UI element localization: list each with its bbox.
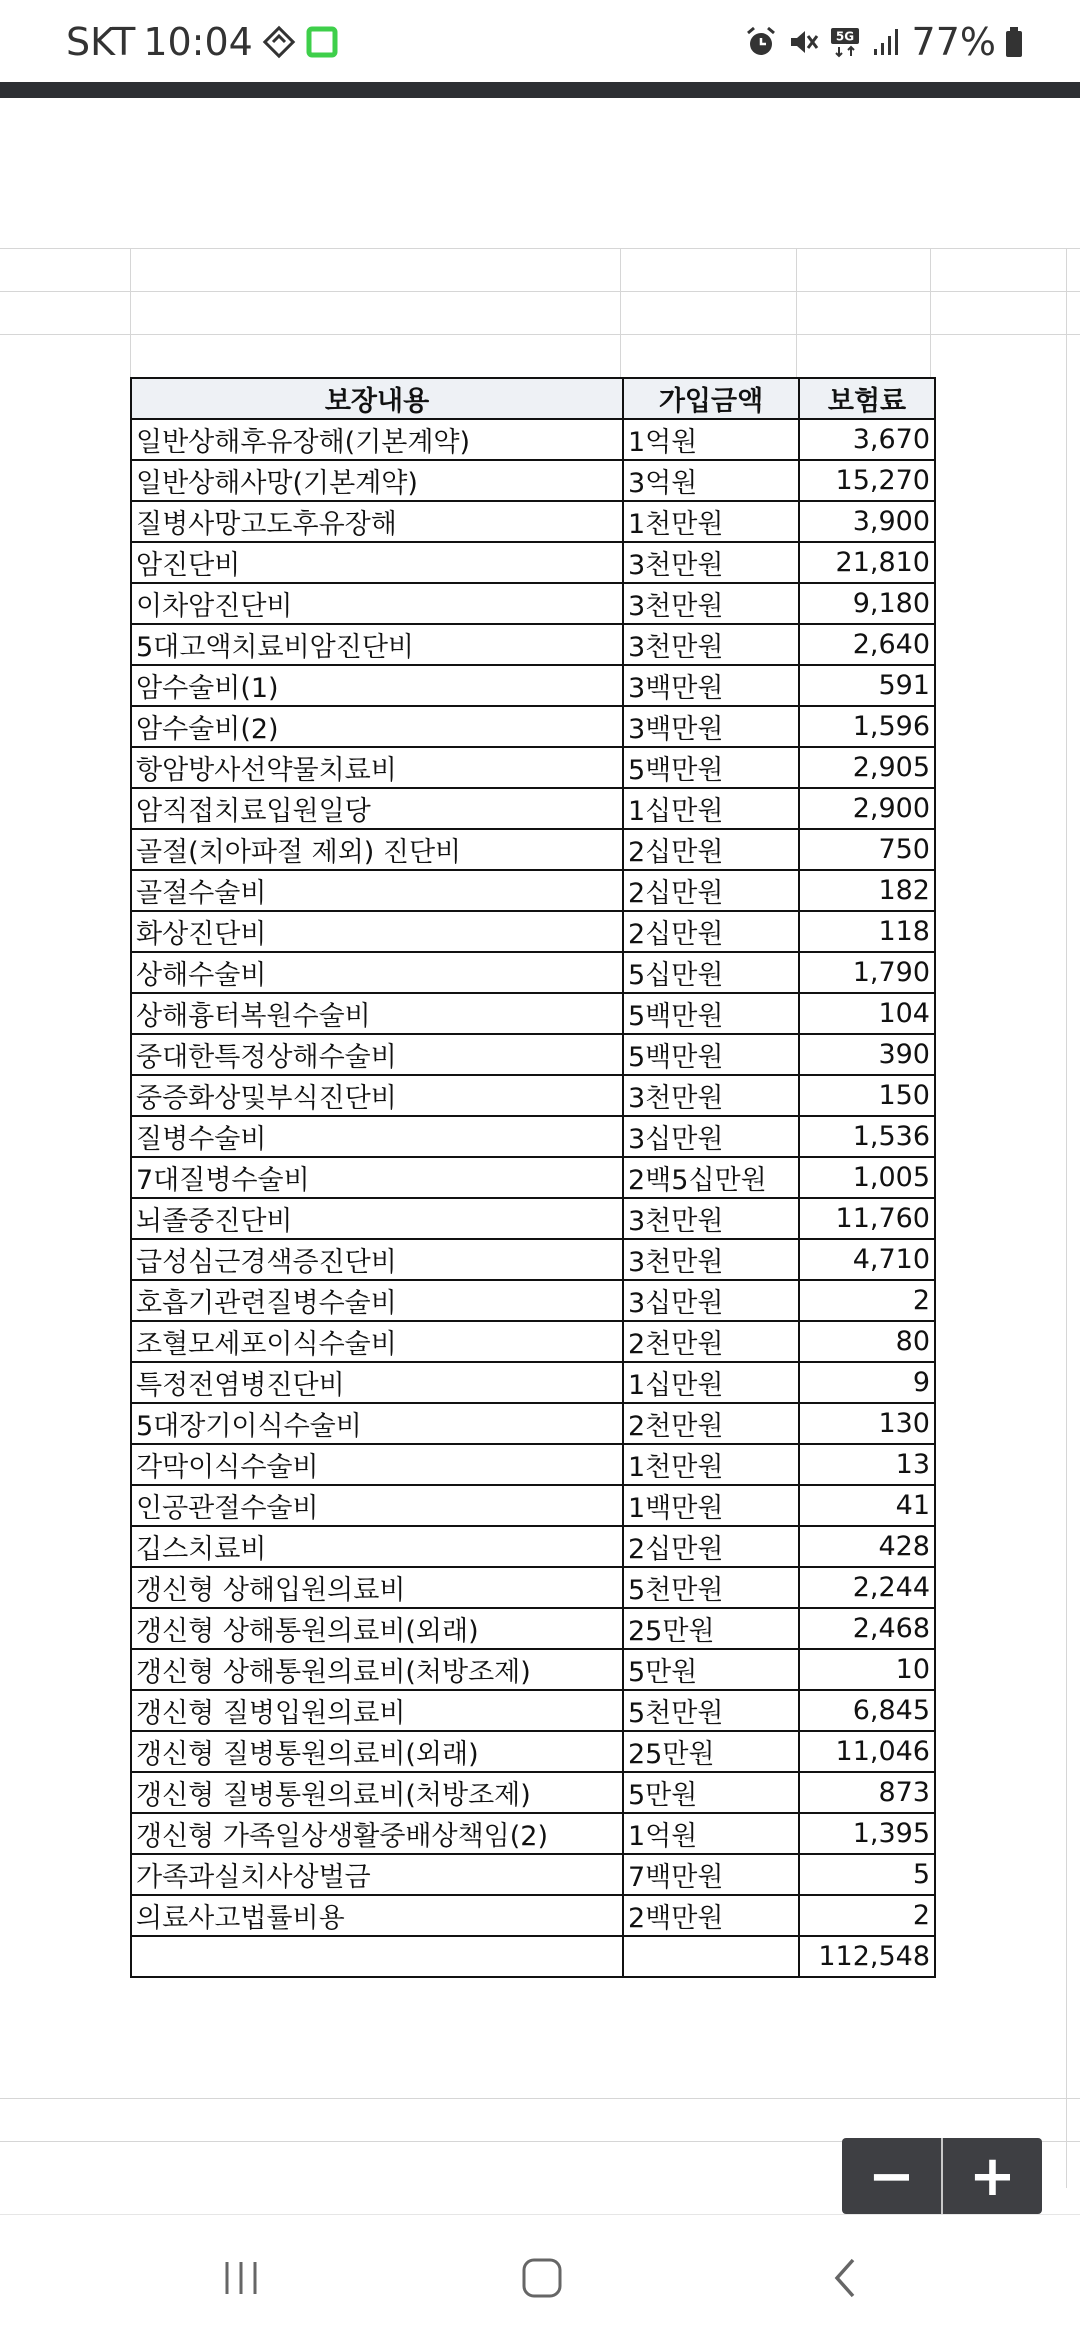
- amount-cell[interactable]: 1억원: [623, 1813, 799, 1854]
- coverage-cell[interactable]: 5대고액치료비암진단비: [131, 624, 623, 665]
- coverage-cell[interactable]: 항암방사선약물치료비: [131, 747, 623, 788]
- coverage-table[interactable]: [130, 377, 936, 1978]
- coverage-cell[interactable]: 갱신형 상해통원의료비(처방조제): [131, 1649, 623, 1690]
- amount-cell[interactable]: 3십만원: [623, 1116, 799, 1157]
- coverage-cell[interactable]: 5대장기이식수술비: [131, 1403, 623, 1444]
- amount-cell[interactable]: 2백5십만원: [623, 1157, 799, 1198]
- coverage-cell[interactable]: 갱신형 질병통원의료비(외래): [131, 1731, 623, 1772]
- coverage-cell[interactable]: 화상진단비: [131, 911, 623, 952]
- svg-text:5G: 5G: [835, 29, 854, 44]
- premium-cell[interactable]: 2,468: [799, 1608, 935, 1649]
- coverage-cell[interactable]: 각막이식수술비: [131, 1444, 623, 1485]
- amount-cell[interactable]: 5만원: [623, 1649, 799, 1690]
- coverage-cell[interactable]: 의료사고법률비용: [131, 1895, 623, 1936]
- coverage-cell[interactable]: 갱신형 상해통원의료비(외래): [131, 1608, 623, 1649]
- header-coverage[interactable]: 보장내용: [131, 378, 623, 419]
- amount-cell[interactable]: 3십만원: [623, 1280, 799, 1321]
- coverage-cell[interactable]: 인공관절수술비: [131, 1485, 623, 1526]
- amount-cell[interactable]: 2십만원: [623, 1526, 799, 1567]
- table-row: [131, 1854, 935, 1895]
- battery-icon: [1004, 25, 1024, 59]
- coverage-cell[interactable]: 갱신형 가족일상생활중배상책임(2): [131, 1813, 623, 1854]
- total-row: [131, 1936, 935, 1977]
- amount-cell[interactable]: 5백만원: [623, 1034, 799, 1075]
- premium-cell[interactable]: 390: [799, 1034, 935, 1075]
- premium-cell[interactable]: 873: [799, 1772, 935, 1813]
- amount-cell[interactable]: 5천만원: [623, 1690, 799, 1731]
- amount-cell[interactable]: 2십만원: [623, 911, 799, 952]
- premium-cell[interactable]: 2,900: [799, 788, 935, 829]
- total-blank-cell[interactable]: [131, 1936, 623, 1977]
- table-row: [131, 1239, 935, 1280]
- amount-cell[interactable]: 1억원: [623, 419, 799, 460]
- coverage-cell[interactable]: 가족과실치사상벌금: [131, 1854, 623, 1895]
- table-row: [131, 1690, 935, 1731]
- table-row: [131, 1485, 935, 1526]
- premium-cell[interactable]: 118: [799, 911, 935, 952]
- premium-cell[interactable]: 11,046: [799, 1731, 935, 1772]
- coverage-cell[interactable]: 암직접치료입원일당: [131, 788, 623, 829]
- table-row: [131, 1813, 935, 1854]
- table-row: [131, 1895, 935, 1936]
- mute-icon: [786, 25, 820, 59]
- premium-cell[interactable]: 750: [799, 829, 935, 870]
- coverage-cell[interactable]: 상해수술비: [131, 952, 623, 993]
- coverage-cell[interactable]: 상해흉터복원수술비: [131, 993, 623, 1034]
- premium-cell[interactable]: 3,670: [799, 419, 935, 460]
- total-blank-cell[interactable]: [623, 1936, 799, 1977]
- amount-cell[interactable]: 3천만원: [623, 1198, 799, 1239]
- status-right: [744, 22, 1024, 62]
- premium-cell[interactable]: 11,760: [799, 1198, 935, 1239]
- table-row: [131, 1321, 935, 1362]
- premium-cell[interactable]: 6,845: [799, 1690, 935, 1731]
- status-bar: [0, 0, 1080, 82]
- table-row: [131, 1731, 935, 1772]
- table-row: [131, 1198, 935, 1239]
- premium-cell[interactable]: 4,710: [799, 1239, 935, 1280]
- grid-line: [1066, 248, 1067, 2188]
- table-row: [131, 952, 935, 993]
- network-5g-icon: [828, 25, 862, 59]
- zoom-controls: [842, 2138, 1042, 2214]
- table-row: [131, 1362, 935, 1403]
- amount-cell[interactable]: 3천만원: [623, 624, 799, 665]
- home-button[interactable]: [502, 2243, 582, 2313]
- amount-cell[interactable]: 3천만원: [623, 1239, 799, 1280]
- premium-cell[interactable]: 1,005: [799, 1157, 935, 1198]
- amount-cell[interactable]: 1백만원: [623, 1485, 799, 1526]
- premium-cell[interactable]: 2,244: [799, 1567, 935, 1608]
- back-icon: [825, 2256, 865, 2300]
- coverage-cell[interactable]: 일반상해사망(기본계약): [131, 460, 623, 501]
- table-row: [131, 870, 935, 911]
- zoom-out-button[interactable]: −: [868, 2143, 915, 2209]
- premium-cell[interactable]: 5: [799, 1854, 935, 1895]
- coverage-cell[interactable]: 골절(치아파절 제외) 진단비: [131, 829, 623, 870]
- coverage-cell[interactable]: 특정전염병진단비: [131, 1362, 623, 1403]
- battery-percent: 77%: [911, 20, 996, 64]
- table-row: [131, 1116, 935, 1157]
- app-toolbar-strip: [0, 82, 1080, 98]
- amount-cell[interactable]: 5만원: [623, 1772, 799, 1813]
- grid-line: [796, 248, 797, 378]
- grid-line: [620, 248, 621, 378]
- amount-cell[interactable]: 5십만원: [623, 952, 799, 993]
- table-row: [131, 1075, 935, 1116]
- coverage-cell[interactable]: 갱신형 질병통원의료비(처방조제): [131, 1772, 623, 1813]
- coverage-cell[interactable]: 이차암진단비: [131, 583, 623, 624]
- premium-cell[interactable]: 41: [799, 1485, 935, 1526]
- zoom-in-button[interactable]: +: [969, 2143, 1016, 2209]
- amount-cell[interactable]: 3백만원: [623, 706, 799, 747]
- table-row: [131, 1567, 935, 1608]
- premium-cell[interactable]: 2,905: [799, 747, 935, 788]
- coverage-cell[interactable]: 암진단비: [131, 542, 623, 583]
- alarm-icon: [744, 25, 778, 59]
- table-row: [131, 1034, 935, 1075]
- amount-cell[interactable]: 3천만원: [623, 1075, 799, 1116]
- table-row: [131, 1649, 935, 1690]
- premium-cell[interactable]: 21,810: [799, 542, 935, 583]
- amount-cell[interactable]: 2십만원: [623, 829, 799, 870]
- table-row: [131, 419, 935, 460]
- premium-cell[interactable]: 1,596: [799, 706, 935, 747]
- header-amount[interactable]: 가입금액: [623, 378, 799, 419]
- premium-cell[interactable]: 1,536: [799, 1116, 935, 1157]
- navigation-bar: [0, 2214, 1080, 2341]
- amount-cell[interactable]: 2십만원: [623, 870, 799, 911]
- table-row: [131, 911, 935, 952]
- premium-cell[interactable]: 150: [799, 1075, 935, 1116]
- premium-cell[interactable]: 10: [799, 1649, 935, 1690]
- table-row: [131, 1608, 935, 1649]
- amount-cell[interactable]: 2천만원: [623, 1403, 799, 1444]
- sync-icon: [261, 24, 297, 60]
- table-row: [131, 665, 935, 706]
- coverage-cell[interactable]: 갱신형 상해입원의료비: [131, 1567, 623, 1608]
- recent-apps-button[interactable]: [201, 2243, 281, 2313]
- grid-line: [0, 291, 1080, 292]
- table-row: [131, 1280, 935, 1321]
- table-row: [131, 460, 935, 501]
- table-row: [131, 706, 935, 747]
- premium-cell[interactable]: 130: [799, 1403, 935, 1444]
- premium-cell[interactable]: 104: [799, 993, 935, 1034]
- grid-line: [0, 334, 1080, 335]
- amount-cell[interactable]: 5백만원: [623, 993, 799, 1034]
- coverage-cell[interactable]: 일반상해후유장해(기본계약): [131, 419, 623, 460]
- coverage-cell[interactable]: 중대한특정상해수술비: [131, 1034, 623, 1075]
- amount-cell[interactable]: 1십만원: [623, 1362, 799, 1403]
- table-row: [131, 501, 935, 542]
- premium-cell[interactable]: 591: [799, 665, 935, 706]
- total-premium-cell[interactable]: 112,548: [799, 1936, 935, 1977]
- coverage-cell[interactable]: 뇌졸중진단비: [131, 1198, 623, 1239]
- recent-apps-icon: [219, 2258, 263, 2298]
- table-row: [131, 1403, 935, 1444]
- premium-cell[interactable]: 428: [799, 1526, 935, 1567]
- premium-cell[interactable]: 182: [799, 870, 935, 911]
- table-row: [131, 1526, 935, 1567]
- amount-cell[interactable]: 2천만원: [623, 1321, 799, 1362]
- amount-cell[interactable]: 5천만원: [623, 1567, 799, 1608]
- amount-cell[interactable]: 3억원: [623, 460, 799, 501]
- coverage-cell[interactable]: 조혈모세포이식수술비: [131, 1321, 623, 1362]
- signal-icon: [870, 25, 904, 59]
- coverage-cell[interactable]: 중증화상및부식진단비: [131, 1075, 623, 1116]
- amount-cell[interactable]: 25만원: [623, 1608, 799, 1649]
- amount-cell[interactable]: 1십만원: [623, 788, 799, 829]
- coverage-cell[interactable]: 갱신형 질병입원의료비: [131, 1690, 623, 1731]
- amount-cell[interactable]: 3백만원: [623, 665, 799, 706]
- coverage-cell[interactable]: 깁스치료비: [131, 1526, 623, 1567]
- table-row: [131, 1157, 935, 1198]
- table-row: [131, 583, 935, 624]
- coverage-cell[interactable]: 질병사망고도후유장해: [131, 501, 623, 542]
- premium-cell[interactable]: 2: [799, 1280, 935, 1321]
- premium-cell[interactable]: 15,270: [799, 460, 935, 501]
- carrier-label: SKT: [66, 20, 136, 64]
- premium-cell[interactable]: 9,180: [799, 583, 935, 624]
- premium-cell[interactable]: 80: [799, 1321, 935, 1362]
- amount-cell[interactable]: 1천만원: [623, 501, 799, 542]
- table-row: [131, 1444, 935, 1485]
- amount-cell[interactable]: 3천만원: [623, 583, 799, 624]
- amount-cell[interactable]: 3천만원: [623, 542, 799, 583]
- grid-line: [0, 248, 1080, 249]
- amount-cell[interactable]: 7백만원: [623, 1854, 799, 1895]
- header-premium[interactable]: 보험료: [799, 378, 935, 419]
- table-row: [131, 747, 935, 788]
- coverage-cell[interactable]: 호흡기관련질병수술비: [131, 1280, 623, 1321]
- table-row: [131, 788, 935, 829]
- premium-cell[interactable]: 9: [799, 1362, 935, 1403]
- amount-cell[interactable]: 25만원: [623, 1731, 799, 1772]
- table-row: [131, 993, 935, 1034]
- status-left: [66, 22, 339, 62]
- coverage-cell[interactable]: 급성심근경색증진단비: [131, 1239, 623, 1280]
- spreadsheet-view[interactable]: [0, 98, 1080, 2213]
- premium-cell[interactable]: 2,640: [799, 624, 935, 665]
- clock: 10:04: [143, 20, 253, 64]
- premium-cell[interactable]: 2: [799, 1895, 935, 1936]
- table-row: [131, 624, 935, 665]
- amount-cell[interactable]: 5백만원: [623, 747, 799, 788]
- premium-cell[interactable]: 1,790: [799, 952, 935, 993]
- grid-line: [130, 248, 131, 378]
- table-row: [131, 542, 935, 583]
- amount-cell[interactable]: 2백만원: [623, 1895, 799, 1936]
- grid-line: [930, 248, 931, 378]
- table-row: [131, 1772, 935, 1813]
- coverage-cell[interactable]: 골절수술비: [131, 870, 623, 911]
- table-row: [131, 829, 935, 870]
- coverage-cell[interactable]: 암수술비(2): [131, 706, 623, 747]
- coverage-cell[interactable]: 7대질병수술비: [131, 1157, 623, 1198]
- premium-cell[interactable]: 1,395: [799, 1813, 935, 1854]
- grid-line: [0, 2098, 1080, 2099]
- coverage-cell[interactable]: 질병수술비: [131, 1116, 623, 1157]
- premium-cell[interactable]: 3,900: [799, 501, 935, 542]
- green-square-icon: [305, 25, 339, 59]
- premium-cell[interactable]: 13: [799, 1444, 935, 1485]
- amount-cell[interactable]: 1천만원: [623, 1444, 799, 1485]
- table-header-row: [131, 378, 935, 419]
- coverage-cell[interactable]: 암수술비(1): [131, 665, 623, 706]
- home-icon: [520, 2256, 564, 2300]
- back-button[interactable]: [805, 2243, 885, 2313]
